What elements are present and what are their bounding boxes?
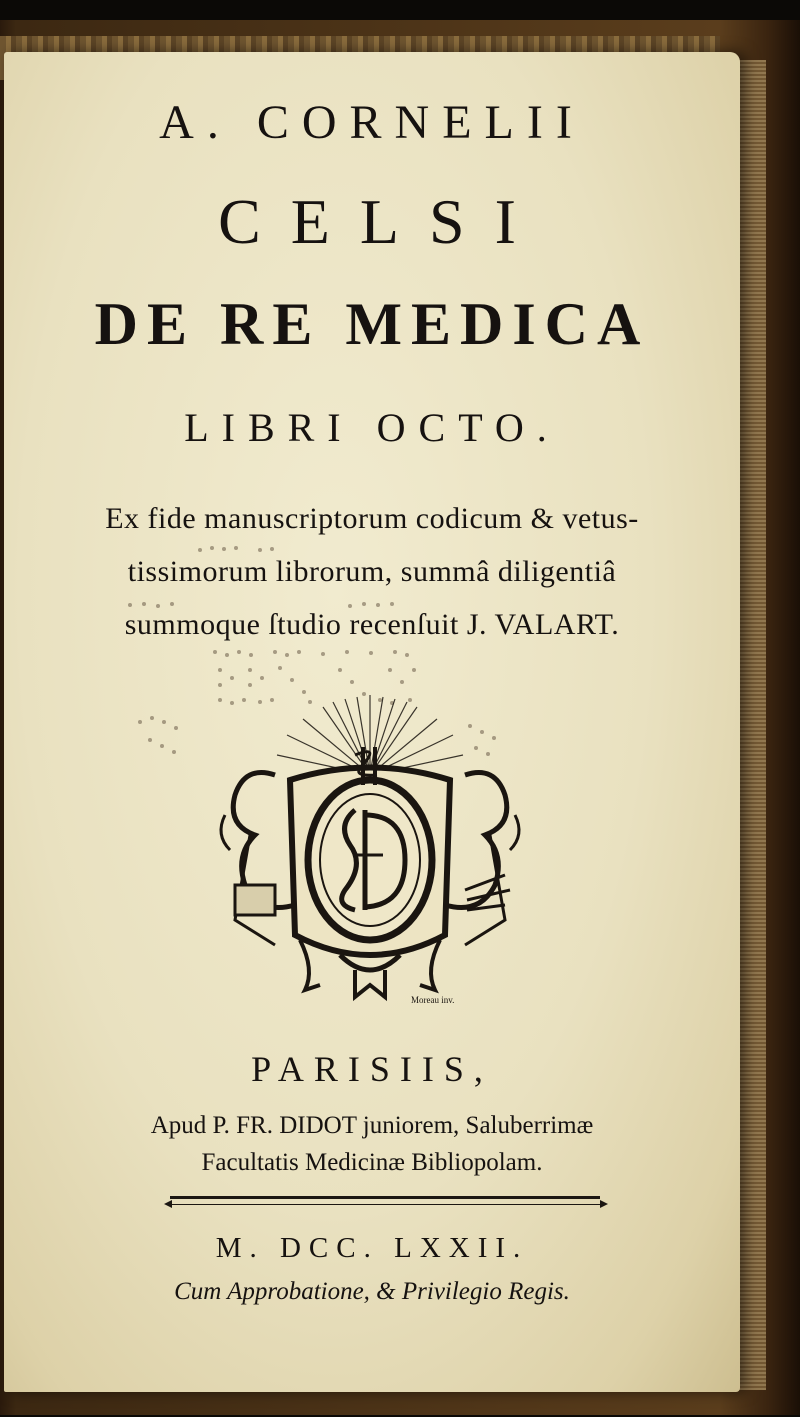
imprint-date: M. DCC. LXXII. [215,1232,529,1264]
publisher-line-1: Apud P. FR. DIDOT juniorem, Saluberrimæ [150,1112,594,1139]
royal-privilege-line: Cum Approbatione, & Privilegio Regis. [174,1278,570,1305]
publisher-line-2: Facultatis Medicinæ Bibliopolam. [201,1149,543,1176]
imprint-place: PARISIIS, [251,1049,493,1089]
double-rule-thick [170,1196,600,1199]
author-name-line: CELSI [218,186,546,257]
double-rule-thin [170,1204,600,1205]
description-line-3: summoque ſtudio recenſuit J. VALART. [124,608,620,641]
printers-device-monogram-icon [205,685,535,1005]
description-line-2: tissimorum librorum, summâ diligentiâ [127,555,617,588]
page-fore-edge [738,60,766,1390]
rule-end-right [600,1200,608,1208]
rule-end-left [164,1200,172,1208]
work-title: DE RE MEDICA [94,291,650,357]
description-line-1: Ex fide manuscriptorum codicum & vetus- [105,502,639,535]
books-count-line: LIBRI OCTO. [184,405,560,450]
author-line: A. CORNELII [159,96,585,149]
engraver-signature: Moreau inv. [411,995,455,1005]
